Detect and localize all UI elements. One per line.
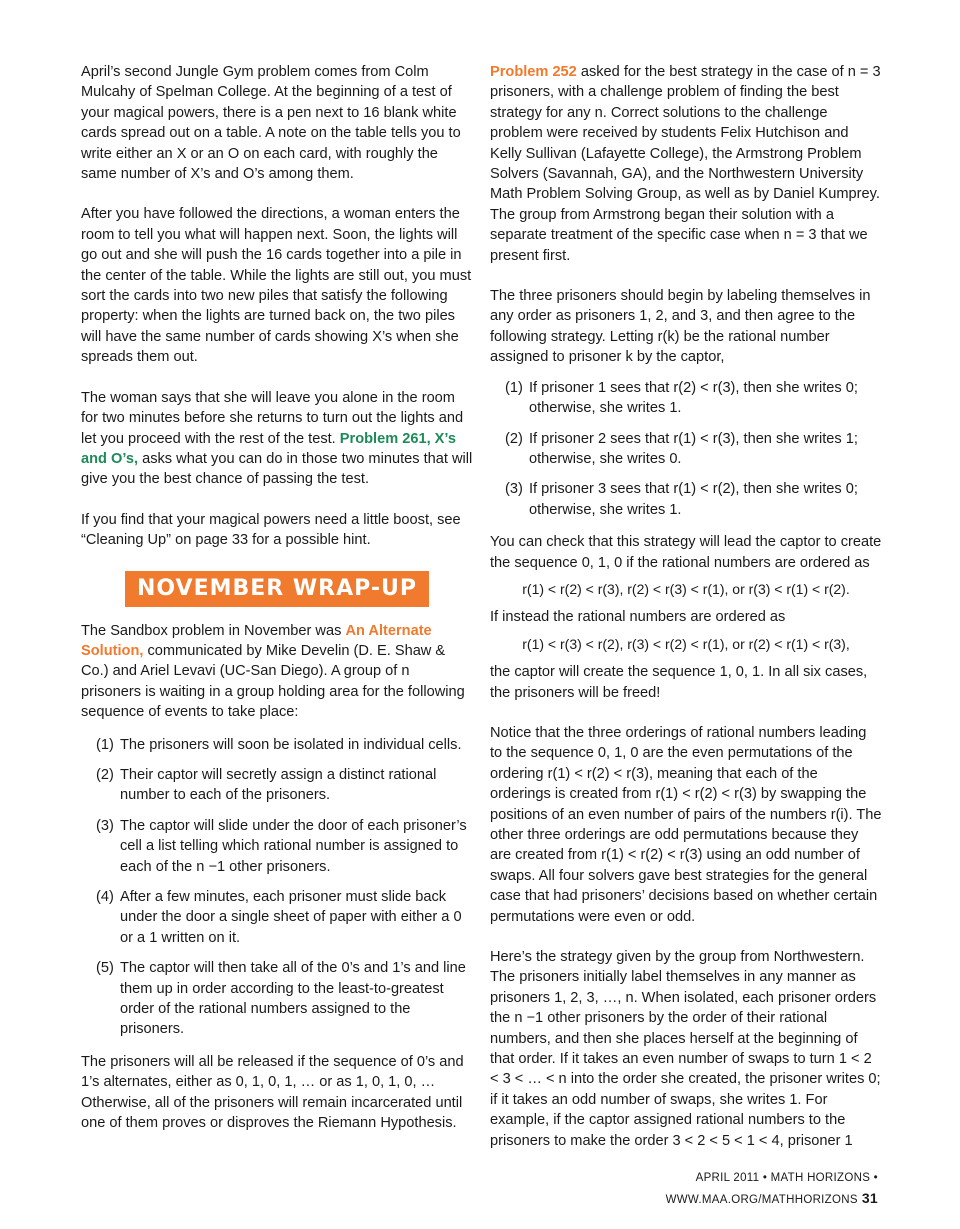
list-number: (4) xyxy=(96,889,114,905)
paragraph-text: asked for the best strategy in the case of n = 3 prisoners, with a challenge problem of finding the best strategy for any n. Correct solutions to the challenge problem were received by students Felix Hutchison and Kelly Sullivan (Lafayette College), the Armstrong Problem Solvers (Savannah, GA), and the Northwestern University Math Problem Solving Group, as well as by Daniel Kumprey. The group from Armstrong began their solution with a separate treatment of the specific case when n = 3 that we present first. xyxy=(490,64,881,264)
list-number: (2) xyxy=(505,430,523,447)
list-item xyxy=(81,887,473,948)
jungle-gym-intro-paragraph: April’s second Jungle Gym problem comes from Colm Mulcahy of Spelman College. At the beginning of a test of your magical powers, there is a pen next to 16 blank white cards spread out on a table. A note on the table tells you to write either an X or an O on each card, with roughly the same number of X’s and O’s among them. xyxy=(81,64,461,183)
sequence-check-paragraph: You can check that this strategy will lead the captor to create the sequence 0, 1, 0 if the rational numbers are ordered as xyxy=(490,534,882,571)
freed-paragraph: the captor will create the sequence 1, 0, 1. In all six cases, the prisoners will be freed! xyxy=(490,664,868,701)
list-item xyxy=(490,479,882,520)
list-item xyxy=(81,816,473,877)
list-text: The prisoners will soon be isolated in individual cells. xyxy=(120,736,462,753)
right-column xyxy=(490,62,882,1171)
list-text: The captor will then take all of the 0’s and 1’s and line them up in order according to the least-to-greatest order of the rational numbers assigned to the prisoners. xyxy=(120,960,466,1038)
list-text: After a few minutes, each prisoner must slide back under the door a single sheet of paper with either a 0 or a 1 written on it. xyxy=(120,889,462,946)
list-number: (3) xyxy=(505,481,523,498)
release-condition-paragraph: The prisoners will all be released if the sequence of 0’s and 1’s alternates, either as 0, 1, 0, 1, … or as 1, 0, 1, 0, … Otherwise, all of the prisoners will remain incarcerated until one of them proves or disproves the Riemann Hypothesis. xyxy=(81,1053,464,1132)
list-number: (5) xyxy=(96,960,114,977)
page-footer xyxy=(490,1168,878,1211)
strategy-intro-paragraph: The three prisoners should begin by labeling themselves in any order as prisoners 1, 2, and 3, and then agree to the following strategy. Letting r(k) be the rational number assigned to prisoner k by the captor, xyxy=(490,288,871,366)
strategy-rules-list xyxy=(490,378,882,520)
list-text: Their captor will secretly assign a distinct rational number to each of the prisoners. xyxy=(120,766,437,804)
paragraph-text: communicated by Mike Develin (D. E. Shaw & Co.) and Ariel Levavi (UC-San Diego). A group of n prisoners is waiting in a group holding area for the following sequence of events to take place: xyxy=(81,642,465,721)
problem-261-link[interactable]: Problem 261, X’s and O’s, xyxy=(81,430,457,467)
list-number: (3) xyxy=(96,817,114,834)
odd-orderings-formula: r(1) < r(3) < r(2), r(3) < r(2) < r(1), or r(2) < r(1) < r(3), xyxy=(522,635,850,652)
list-item xyxy=(490,378,882,419)
paragraph-text: The woman says that she will leave you alone in the room for two minutes before she returns to turn out the lights and let you proceed with the rest of the test. xyxy=(81,389,464,447)
list-text: If prisoner 2 sees that r(1) < r(3), then she writes 1; otherwise, she writes 0. xyxy=(529,430,858,467)
list-item xyxy=(81,958,473,1040)
directions-paragraph: After you have followed the directions, a woman enters the room to tell you what will happen next. Soon, the lights will go out and she will push the 16 cards together into a pile in the center of the table. While the lights are still out, you must sort the cards into two new piles that satisfy the following property: when the lights are turned back on, the two piles will have the same number of cards showing X’s when she spreads them out. xyxy=(81,206,472,366)
alternate-solution-link[interactable]: An Alternate Solution, xyxy=(81,622,432,659)
page-number: 31 xyxy=(861,1190,878,1207)
list-number: (2) xyxy=(96,766,114,783)
events-list xyxy=(81,735,473,1040)
list-text: If prisoner 1 sees that r(2) < r(3), then she writes 0; otherwise, she writes 1. xyxy=(529,379,858,417)
northwestern-strategy-paragraph: Here’s the strategy given by the group from Northwestern. The prisoners initially label themselves in any manner as prisoners 1, 2, 3, …, n. When isolated, each prisoner orders the n −1 other prisoners by the order of their rational numbers, and then she places herself at the beginning of that order. If it takes an even number of swaps to turn 1 < 2 < 3 < … < n into the order she created, the prisoner writes 0; if it takes an odd number of swaps, she writes 1. For example, if the captor assigned rational numbers to the prisoners to make the order 3 < 2 < 5 < 1 < 4, prisoner 1 xyxy=(490,949,881,1149)
even-orderings-formula: r(1) < r(2) < r(3), r(2) < r(3) < r(1), or r(3) < r(1) < r(2). xyxy=(522,580,850,597)
problem-252-paragraph xyxy=(490,62,882,266)
problem-261-paragraph xyxy=(81,388,473,490)
alternative-order-paragraph: If instead the rational numbers are ordered as xyxy=(490,609,786,626)
hint-paragraph: If you find that your magical powers need a little boost, see “Cleaning Up” on page 33 for a possible hint. xyxy=(81,511,461,549)
left-column xyxy=(81,62,473,1153)
problem-252-link[interactable]: Problem 252 xyxy=(490,64,577,80)
list-text: If prisoner 3 sees that r(1) < r(2), then she writes 0; otherwise, she writes 1. xyxy=(529,481,858,518)
list-number: (1) xyxy=(505,379,523,396)
list-item xyxy=(81,735,473,755)
permutations-paragraph: Notice that the three orderings of rational numbers leading to the sequence 0, 1, 0 are the even permutations of the ordering r(1) < r(2) < r(3), meaning that each of the orderings is created from r(1) < r(2) < r(3) by swapping the positions of an even number of pairs of the numbers r(i). The other three orderings are odd permutations because they are created from r(1) < r(2) < r(3) using an odd number of swaps. All four solvers gave best strategies for the general case that had prisoners’ decisions based on whether certain permutations were even or odd. xyxy=(490,724,882,925)
november-wrap-up-banner: NOVEMBER WRAP-UP xyxy=(125,571,429,607)
paragraph-text: The Sandbox problem in November was xyxy=(81,622,346,639)
section-banner-wrap xyxy=(81,571,473,607)
paragraph-text: asks what you can do in those two minutes that will give you the best chance of passing the test. xyxy=(81,450,473,488)
list-item xyxy=(81,765,473,806)
list-number: (1) xyxy=(96,736,114,753)
footer-text: APRIL 2011 • MATH HORIZONS • WWW.MAA.ORG/MATHHORIZONS xyxy=(665,1172,878,1207)
list-item xyxy=(490,429,882,470)
sandbox-paragraph xyxy=(81,621,473,723)
list-text: The captor will slide under the door of each prisoner’s cell a list telling which rational number is assigned to each of the n −1 other prisoners. xyxy=(120,817,467,875)
